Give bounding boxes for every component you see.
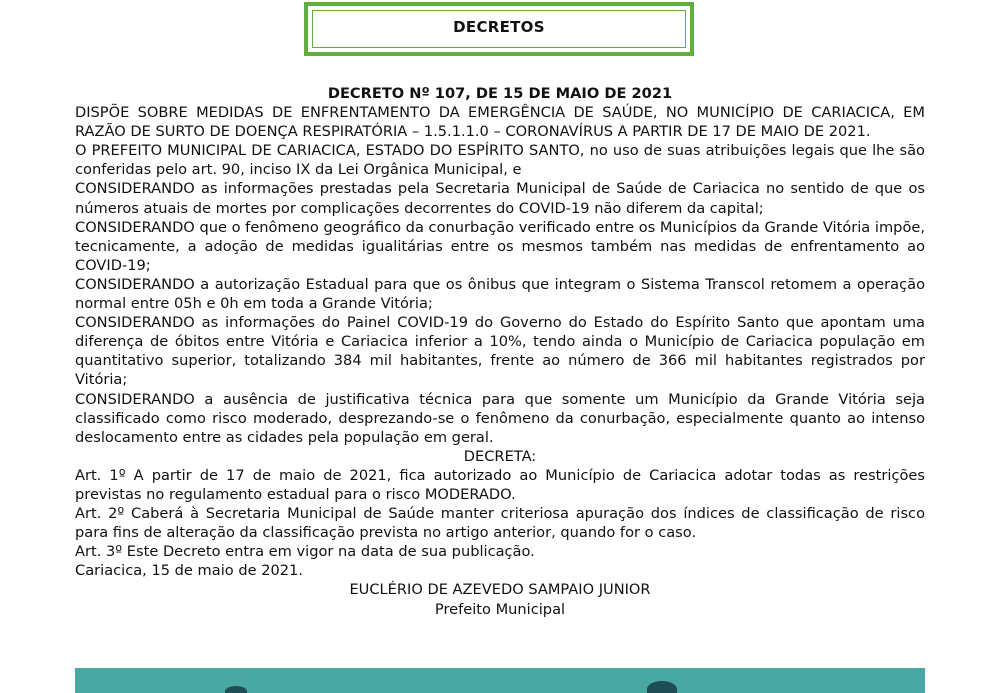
section-title: DECRETOS [453, 18, 545, 36]
article-2: Art. 2º Caberá à Secretaria Municipal de Saúde manter criteriosa apuração dos índices de classificação de risco para fins de alteração da classificação prevista no artigo anterior, quando for o caso. [75, 505, 925, 542]
article-3: Art. 3º Este Decreto entra em vigor na data de sua publicação. [75, 543, 535, 561]
article-1: Art. 1º A partir de 17 de maio de 2021, fica autorizado ao Município de Cariacica adotar todas as restrições previstas no regulamento estadual para o risco MODERADO. [75, 466, 925, 503]
section-header-inner-frame [312, 10, 686, 48]
signer-name: EUCLÉRIO DE AZEVEDO SAMPAIO JUNIOR [349, 581, 651, 599]
considerando-3: CONSIDERANDO a autorização Estadual para que os ônibus que integram o Sistema Transcol retomem a operação normal entre 05h e 0h em toda a Grande Vitória; [75, 275, 925, 313]
section-header-box [304, 2, 694, 56]
decree-ementa: DISPÕE SOBRE MEDIDAS DE ENFRENTAMENTO DA EMERGÊNCIA DE SAÚDE, NO MUNICÍPIO DE CARIACICA, EM RAZÃO DE SURTO DE DOENÇA RESPIRATÓRIA – 1.5.1.1.0 – CORONAVÍRUS A PARTIR DE 17 DE MAIO DE 2021. [75, 104, 925, 141]
place-date: Cariacica, 15 de maio de 2021. [75, 562, 303, 580]
footer-banner-strip [75, 668, 925, 693]
signer-role: Prefeito Municipal [434, 600, 566, 618]
considerando-1: CONSIDERANDO as informações prestadas pela Secretaria Municipal de Saúde de Cariacica no sentido de que os números atuais de mortes por complicações decorrentes do COVID-19 não diferem da capital; [75, 180, 925, 217]
footer-decorative-shape-right [647, 681, 677, 693]
considerando-2: CONSIDERANDO que o fenômeno geográfico da conurbação verificado entre os Municípios da Grande Vitória impõe, tecnicamente, a adoção de medidas igualitárias entre os mesmos também nas medidas de enfrentamento ao COVID-19; [75, 218, 925, 274]
decree-document [75, 84, 925, 619]
considerando-4: CONSIDERANDO as informações do Painel COVID-19 do Governo do Estado do Espírito Santo que apontam uma diferença de óbitos entre Vitória e Cariacica inferior a 10%, tendo ainda o Município de Cariacica população em quantitativo superior, totalizando 384 mil habitantes, frente ao número de 366 mil habitantes registrados por Vitória; [75, 314, 925, 389]
decreta-heading: DECRETA: [463, 447, 537, 465]
footer-decorative-shape-left [225, 686, 247, 693]
decree-title: DECRETO Nº 107, DE 15 DE MAIO DE 2021 [327, 85, 673, 102]
considerando-5: CONSIDERANDO a ausência de justificativa técnica para que somente um Município da Grande Vitória seja classificado como risco moderado, desprezando-se o fenômeno da conurbação, especialmente quanto ao intenso deslocamento entre as cidades pela população em geral. [75, 390, 925, 446]
decree-preamble: O PREFEITO MUNICIPAL DE CARIACICA, ESTADO DO ESPÍRITO SANTO, no uso de suas atribuições legais que lhe são conferidas pelo art. 90, inciso IX da Lei Orgânica Municipal, e [75, 142, 925, 179]
